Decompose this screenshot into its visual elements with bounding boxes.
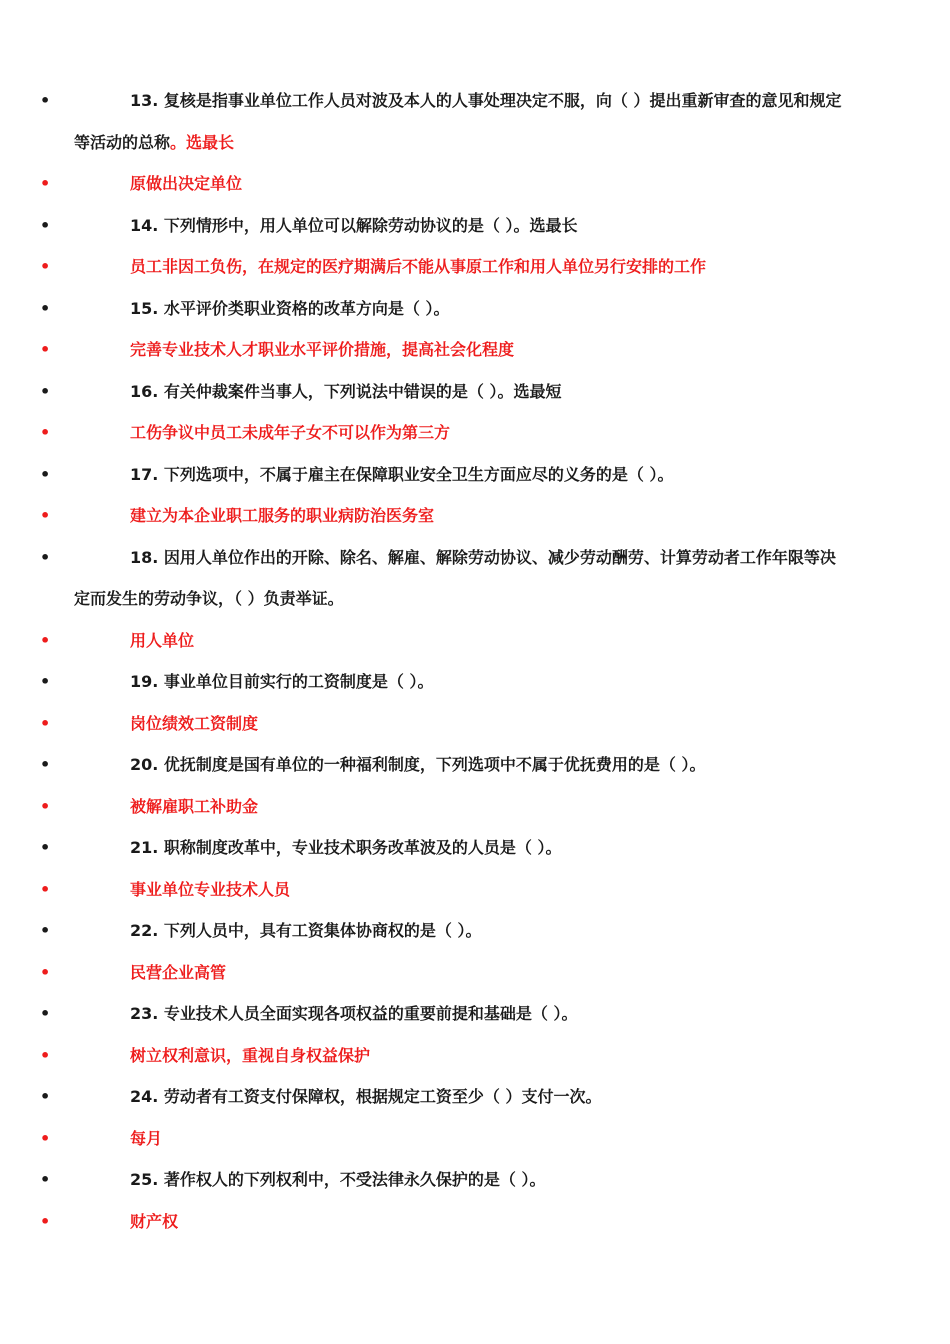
bullet-icon: • <box>40 1004 51 1023</box>
question-item <box>0 205 950 247</box>
bullet-icon: • <box>40 464 51 484</box>
bullet-icon: • <box>40 1128 51 1148</box>
answer-item <box>0 869 950 911</box>
document-page <box>0 80 950 1242</box>
answer-text: 员工非因工负伤，在规定的医疗期满后不能从事原工作和用人单位另行安排的工作 <box>130 257 707 276</box>
question-text: 24. 劳动者有工资支付保障权，根据规定工资至少（ ）支付一次。 <box>130 1087 602 1106</box>
answer-item <box>0 1201 950 1243</box>
bullet-icon: • <box>40 1045 51 1065</box>
question-item <box>0 910 950 952</box>
answer-text: 建立为本企业职工服务的职业病防治医务室 <box>130 506 435 525</box>
bullet-icon: • <box>40 962 51 982</box>
bullet-icon: • <box>40 340 51 359</box>
answer-text: 每月 <box>130 1128 163 1148</box>
question-text: 17. 下列选项中，不属于雇主在保障职业安全卫生方面应尽的义务的是（ ）。 <box>130 464 674 484</box>
question-text: 13. 复核是指事业单位工作人员对波及本人的人事处理决定不服，向（ ）提出重新审查的意见和规定 <box>130 91 842 110</box>
bullet-icon: • <box>40 91 51 110</box>
bullet-icon: • <box>40 1211 51 1231</box>
question-text: 25. 著作权人的下列权利中，不受法律永久保护的是（ ）。 <box>130 1170 546 1189</box>
answer-item <box>0 246 950 288</box>
bullet-icon: • <box>40 630 51 650</box>
question-item <box>0 993 950 1035</box>
question-text: 19. 事业单位目前实行的工资制度是（ ）。 <box>130 672 434 691</box>
answer-item <box>0 1035 950 1077</box>
question-text-continued <box>0 122 950 164</box>
answer-item <box>0 620 950 662</box>
question-item <box>0 537 950 620</box>
bullet-icon: • <box>40 879 51 899</box>
question-item <box>0 744 950 786</box>
bullet-icon: • <box>40 215 51 235</box>
question-text: 20. 优抚制度是国有单位的一种福利制度，下列选项中不属于优抚费用的是（ ）。 <box>130 755 706 774</box>
answer-item <box>0 786 950 828</box>
bullet-icon: • <box>40 713 51 733</box>
answer-item <box>0 412 950 454</box>
question-item <box>0 371 950 413</box>
answer-text: 民营企业高管 <box>130 962 227 982</box>
question-item <box>0 1076 950 1118</box>
bullet-icon: • <box>40 423 51 442</box>
question-item <box>0 1159 950 1201</box>
answer-text: 财产权 <box>130 1211 179 1231</box>
answer-text: 岗位绩效工资制度 <box>130 713 259 733</box>
question-item <box>0 288 950 330</box>
answer-item <box>0 703 950 745</box>
bullet-icon: • <box>40 381 51 401</box>
question-text: 15. 水平评价类职业资格的改革方向是（ ）。 <box>130 298 450 318</box>
question-item <box>0 80 950 163</box>
question-text: 21. 职称制度改革中，专业技术职务改革波及的人员是（ ）。 <box>130 838 562 857</box>
bullet-icon: • <box>40 838 51 857</box>
bullet-icon: • <box>40 921 51 940</box>
bullet-icon: • <box>40 174 51 193</box>
bullet-icon: • <box>40 547 51 567</box>
answer-text: 完善专业技术人才职业水平评价措施，提高社会化程度 <box>130 340 515 359</box>
question-text: 23. 专业技术人员全面实现各项权益的重要前提和基础是（ ）。 <box>130 1004 578 1023</box>
answer-text: 用人单位 <box>130 630 195 650</box>
answer-item <box>0 952 950 994</box>
answer-item <box>0 1118 950 1160</box>
bullet-icon: • <box>40 1087 51 1106</box>
question-item <box>0 454 950 496</box>
question-text: 18. 因用人单位作出的开除、除名、解雇、解除劳动协议、减少劳动酬劳、计算劳动者工作年限等决 <box>130 547 836 567</box>
bullet-icon: • <box>40 257 51 276</box>
bullet-icon: • <box>40 672 51 691</box>
answer-item <box>0 329 950 371</box>
bullet-icon: • <box>40 1170 51 1189</box>
question-text: 14. 下列情形中，用人单位可以解除劳动协议的是（ ）。选最长 <box>130 215 578 235</box>
bullet-icon: • <box>40 506 51 525</box>
answer-hint: 。选最长 <box>170 132 235 152</box>
question-item <box>0 827 950 869</box>
bullet-icon: • <box>40 298 51 318</box>
question-text-continued-body: 定而发生的劳动争议，（ ）负责举证。 <box>74 589 344 608</box>
answer-text: 工伤争议中员工未成年子女不可以作为第三方 <box>130 423 451 442</box>
question-text: 16. 有关仲裁案件当事人，下列说法中错误的是（ ）。选最短 <box>130 381 562 401</box>
answer-item <box>0 495 950 537</box>
answer-item <box>0 163 950 205</box>
question-text-continued-body: 等活动的总称 <box>74 132 171 152</box>
question-text-continued <box>0 578 950 620</box>
answer-text: 事业单位专业技术人员 <box>130 879 291 899</box>
answer-text: 被解雇职工补助金 <box>130 796 259 816</box>
answer-text: 原做出决定单位 <box>130 174 243 193</box>
answer-text: 树立权利意识，重视自身权益保护 <box>130 1045 371 1065</box>
bullet-icon: • <box>40 755 51 774</box>
question-text: 22. 下列人员中，具有工资集体协商权的是（ ）。 <box>130 921 482 940</box>
bullet-icon: • <box>40 796 51 816</box>
question-item <box>0 661 950 703</box>
